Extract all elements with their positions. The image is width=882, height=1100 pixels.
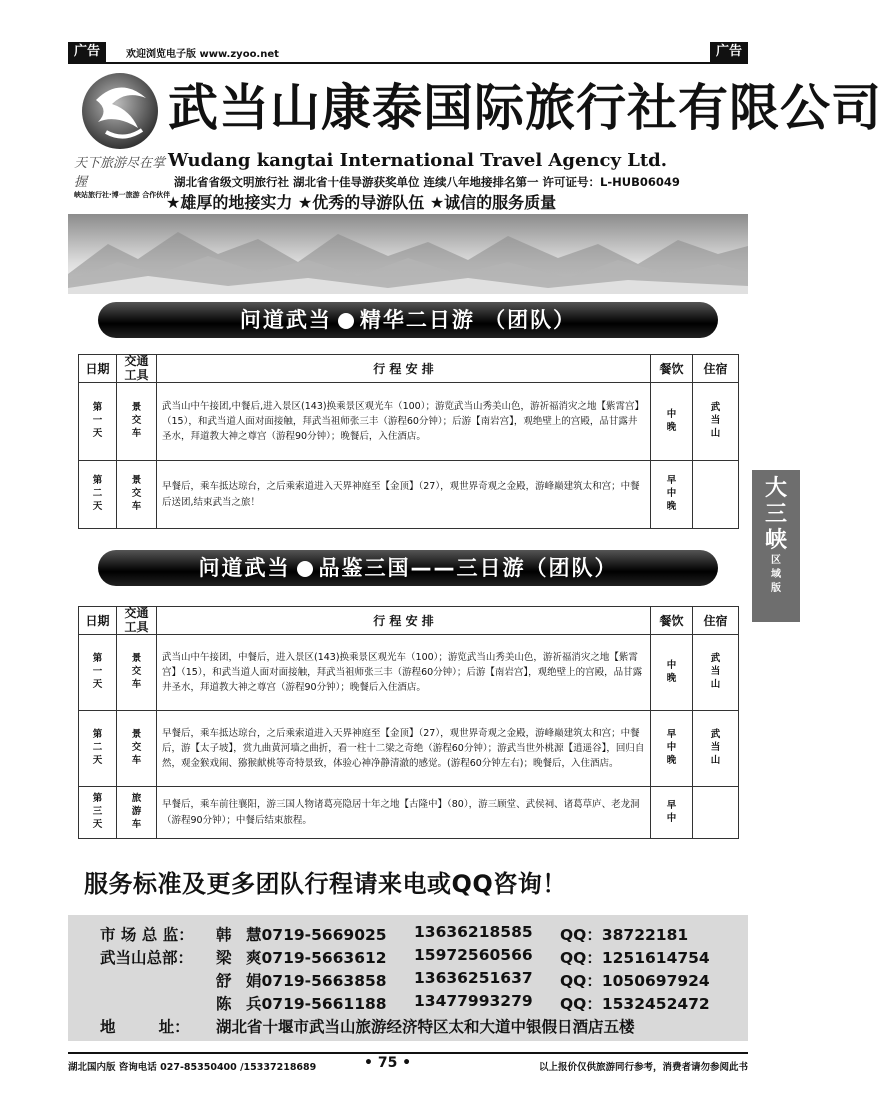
table-header-row — [79, 355, 739, 383]
tour2-title-bar — [98, 550, 718, 586]
company-header — [68, 66, 882, 212]
meal-cell: 早 中 晚 — [651, 461, 693, 529]
meal-cell: 早 中 晚 — [651, 711, 693, 787]
day-cell: 第 二 天 — [79, 461, 117, 529]
contact-qq[interactable]: QQ：1050697924 — [560, 972, 710, 990]
table-row — [79, 787, 739, 839]
contact-phone[interactable]: 娟0719-5663858 — [246, 972, 387, 990]
meal-cell: 早 中 — [651, 787, 693, 839]
itinerary-cell: 早餐后，乘车抵达琼台，之后乘索道进入天界神庭至【金顶】（27），观世界奇观之金殿，游峰巅建筑太和宫；中餐后送团,结束武当之旅！ — [157, 461, 651, 529]
service-heading: 服务标准及更多团队行程请来电或QQ咨询！ — [84, 870, 567, 898]
table-header-row — [79, 607, 739, 635]
transport-cell: 旅 游 车 — [117, 787, 157, 839]
company-name-cn: 武当山康泰国际旅行社有限公司 — [168, 79, 882, 137]
contact-name: 韩 — [216, 926, 232, 944]
header-transport: 交通 工具 — [117, 355, 157, 383]
lodging-cell — [693, 787, 739, 839]
itinerary-cell: 早餐后，乘车前往襄阳，游三国人物诸葛亮隐居十年之地【古隆中】（80），游三顾堂、武侯祠、诸葛草庐、老龙洞（游程90分钟）；中餐后结束旅程。 — [157, 787, 651, 839]
table-row — [79, 635, 739, 711]
mountain-banner — [68, 214, 748, 294]
dot-icon — [338, 313, 354, 329]
table-row — [79, 383, 739, 461]
page-number: • 75 • — [364, 1055, 412, 1071]
itinerary-cell: 武当山中午接团,中餐后,进入景区(143)换乘景区观光车（100）；游览武当山秀美山色，游祈福消灾之地【紫霄宫】（15），和武当道人面对面接触，拜武当祖师张三丰（游程60分钟）；后游【南岩宫】，观绝壁上的宫殿，品甘露井圣水，拜道教大神之尊宫（游程90分钟）；晚餐后，入住酒店。 — [157, 383, 651, 461]
partner-strip: 峡站旅行社·博一旅游 合作伙伴 — [74, 191, 171, 199]
top-bar — [68, 42, 748, 64]
contact-mobile[interactable]: 13636218585 — [414, 923, 533, 941]
ad-tag-left: 广告 — [68, 42, 106, 62]
transport-cell: 景 交 车 — [117, 461, 157, 529]
contacts-box — [68, 915, 748, 1041]
transport-cell: 景 交 车 — [117, 635, 157, 711]
header-meals: 餐饮 — [651, 355, 693, 383]
itinerary-cell: 武当山中午接团，中餐后，进入景区(143)换乘景区观光车（100）；游览武当山秀美山色，游祈福消灾之地【紫霄宫】（15），和武当道人面对面接触，拜武当祖师张三丰（游程60分钟）；后游【南岩宫】，观绝壁上的宫殿，品甘露井圣水，拜道教大神之尊宫（游程90分钟）；晚餐后入住酒店。 — [157, 635, 651, 711]
transport-cell: 景 交 车 — [117, 711, 157, 787]
welcome-text[interactable]: 欢迎浏览电子版 www.zyoo.net — [126, 49, 279, 60]
contact-phone[interactable]: 爽0719-5663612 — [246, 949, 387, 967]
header-lodging: 住宿 — [693, 607, 739, 635]
contact-qq[interactable]: QQ：1532452472 — [560, 995, 710, 1013]
contact-qq[interactable]: QQ：1251614754 — [560, 949, 710, 967]
tour2-title-left: 问道武当 — [198, 556, 291, 580]
footer-edition: 湖北国内版 咨询电话 027-85350400 /15337218689 — [68, 1062, 317, 1073]
contact-phone[interactable]: 兵0719-5661188 — [246, 995, 387, 1013]
side-tab-subtitle: 区 域 版 — [771, 555, 781, 594]
contact-role: 市 场 总 监： — [100, 926, 194, 944]
lodging-cell — [693, 461, 739, 529]
swirl-logo-icon — [76, 70, 164, 152]
day-cell: 第 一 天 — [79, 635, 117, 711]
header-meals: 餐饮 — [651, 607, 693, 635]
day-cell: 第 二 天 — [79, 711, 117, 787]
contact-name: 舒 — [216, 972, 232, 990]
contact-qq[interactable]: QQ：38722181 — [560, 926, 689, 944]
ad-tag-right: 广告 — [710, 42, 748, 62]
tour2-title-right: 品鉴三国——三日游（团队） — [318, 556, 618, 580]
calligraphy-slogan: 天下旅游尽在掌握 — [74, 156, 166, 190]
header-transport: 交通 工具 — [117, 607, 157, 635]
header-lodging: 住宿 — [693, 355, 739, 383]
contact-role: 武当山总部： — [100, 949, 194, 967]
footer-disclaimer: 以上报价仅供旅游同行参考，消费者请勿参阅此书 — [538, 1062, 748, 1073]
tour1-title-left: 问道武当 — [239, 308, 332, 332]
transport-cell: 景 交 车 — [117, 383, 157, 461]
credentials-line: 湖北省省级文明旅行社 湖北省十佳导游获奖单位 连续八年地接排名第一 许可证号：L-HUB06049 — [174, 175, 680, 189]
contact-mobile[interactable]: 13636251637 — [414, 969, 533, 987]
header-date: 日期 — [79, 607, 117, 635]
meal-cell: 中 晚 — [651, 635, 693, 711]
side-tab-title: 大 三 峡 — [764, 476, 787, 553]
page-footer — [68, 1052, 748, 1074]
company-name-en: Wudang kangtai International Travel Agency Ltd. — [168, 150, 668, 171]
header-itinerary: 行 程 安 排 — [157, 607, 651, 635]
tour2-table — [78, 606, 739, 839]
tour1-title-right: 精华二日游 （团队） — [359, 308, 577, 332]
table-row — [79, 711, 739, 787]
table-row — [79, 461, 739, 529]
lodging-cell: 武 当 山 — [693, 711, 739, 787]
region-side-tab — [752, 470, 800, 622]
meal-cell: 中 晚 — [651, 383, 693, 461]
contact-mobile[interactable]: 15972560566 — [414, 946, 533, 964]
itinerary-cell: 早餐后，乘车抵达琼台，之后乘索道进入天界神庭至【金顶】（27），观世界奇观之金殿，游峰巅建筑太和宫；中餐后，游【太子坡】，赏九曲黄河墙之曲折，看一柱十二梁之奇绝（游程60分钟）；游武当世外桃源【逍遥谷】，回归自然，观金猴戏闹、猕猴献桃等奇特景致，体验心神净静清澈的感觉。(游程60分钟左右)；晚餐后，入住酒店。 — [157, 711, 651, 787]
lodging-cell: 武 当 山 — [693, 635, 739, 711]
contact-name: 梁 — [216, 949, 232, 967]
lodging-cell: 武 当 山 — [693, 383, 739, 461]
address-text: 湖北省十堰市武当山旅游经济特区太和大道中银假日酒店五楼 — [216, 1018, 635, 1036]
address-label: 地 址： — [100, 1018, 190, 1036]
contact-name: 陈 — [216, 995, 232, 1013]
header-itinerary: 行 程 安 排 — [157, 355, 651, 383]
tour1-title-bar — [98, 302, 718, 338]
day-cell: 第 一 天 — [79, 383, 117, 461]
mountain-image — [68, 214, 748, 294]
contact-phone[interactable]: 慧0719-5669025 — [246, 926, 387, 944]
tour1-table — [78, 354, 739, 529]
day-cell: 第 三 天 — [79, 787, 117, 839]
header-date: 日期 — [79, 355, 117, 383]
slogan-line: ★雄厚的地接实力 ★优秀的导游队伍 ★诚信的服务质量 — [166, 193, 557, 212]
dot-icon — [297, 561, 313, 577]
contact-mobile[interactable]: 13477993279 — [414, 992, 533, 1010]
